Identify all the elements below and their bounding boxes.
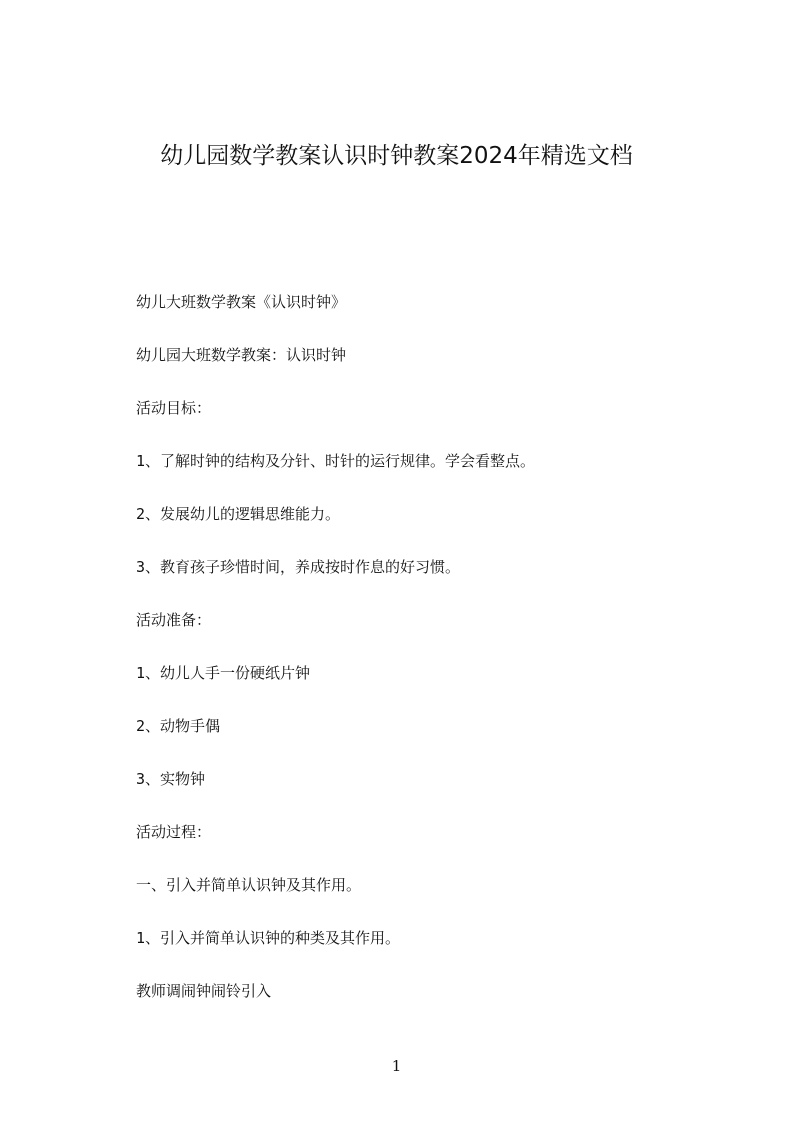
page-number: 1 (391, 1057, 402, 1075)
text-line-preparation-2: 2、动物手偶 (136, 717, 221, 735)
text-line-teacher-action: 教师调闹钟闹铃引入 (136, 982, 272, 1000)
document-title: 幼儿园数学教案认识时钟教案2024年精选文档 (160, 143, 633, 169)
text-line-goal-2: 2、发展幼儿的逻辑思维能力。 (136, 505, 341, 523)
text-line-process-substep-1: 1、引入并简单认识钟的种类及其作用。 (136, 929, 401, 947)
text-line-preparation-heading: 活动准备： (136, 611, 212, 629)
text-line-process-step-1: 一、引入并简单认识钟及其作用。 (136, 876, 362, 894)
text-line-preparation-3: 3、实物钟 (136, 770, 206, 788)
text-line-goal-1: 1、了解时钟的结构及分针、时针的运行规律。学会看整点。 (136, 452, 536, 470)
text-line-preparation-1: 1、幼儿人手一份硬纸片钟 (136, 664, 311, 682)
text-line-goals-heading: 活动目标： (136, 399, 212, 417)
text-line-lesson-subtitle: 幼儿园大班数学教案：认识时钟 (136, 346, 347, 364)
text-line-process-heading: 活动过程： (136, 823, 212, 841)
text-line-lesson-heading: 幼儿大班数学教案《认识时钟》 (136, 293, 347, 311)
text-line-goal-3: 3、教育孩子珍惜时间，养成按时作息的好习惯。 (136, 558, 461, 576)
